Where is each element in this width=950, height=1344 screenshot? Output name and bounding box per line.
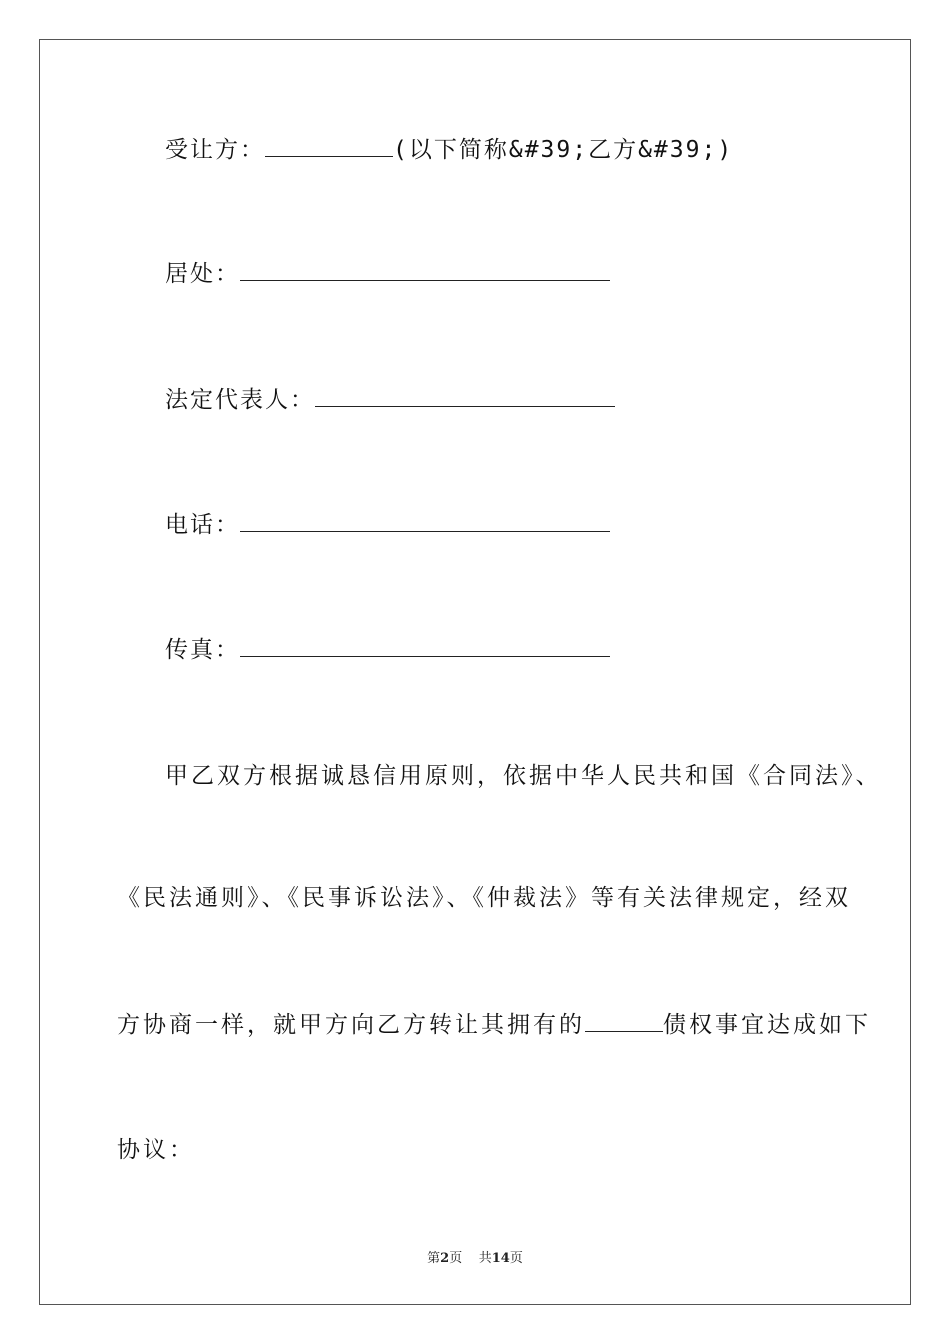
footer-page-prefix: 第 <box>427 1251 441 1266</box>
legal-rep-line <box>165 385 615 415</box>
paragraph-line-3-start: 方协商一样，就甲方向乙方转让其拥有的 <box>117 1012 585 1038</box>
paragraph-line-4: 协议： <box>117 1137 195 1163</box>
assignee-line <box>165 135 733 165</box>
footer-page-suffix: 页 <box>449 1251 463 1266</box>
legal-rep-label: 法定代表人： <box>165 387 315 413</box>
fax-blank <box>240 636 610 657</box>
paragraph-line-3-end: 债权事宜达成如下 <box>663 1012 871 1038</box>
fax-line <box>165 635 610 665</box>
residence-label: 居处： <box>165 261 240 287</box>
residence-line <box>165 259 610 289</box>
legal-rep-blank <box>315 386 615 407</box>
footer-total-suffix: 页 <box>509 1251 523 1266</box>
footer-total-pages: 14 <box>491 1251 510 1266</box>
paragraph-line-2: 《民法通则》、《民事诉讼法》、《仲裁法》等有关法律规定，经双 <box>117 885 851 911</box>
page-border <box>39 39 911 1305</box>
footer-page-number: 2 <box>440 1251 450 1266</box>
assignee-label: 受让方： <box>165 137 265 163</box>
paragraph-line-1: 甲乙双方根据诚恳信用原则，依据中华人民共和国《合同法》、 <box>165 763 882 789</box>
phone-blank <box>240 511 610 532</box>
residence-blank <box>240 260 610 281</box>
fax-label: 传真： <box>165 637 240 663</box>
footer-total-prefix: 共 <box>478 1251 492 1266</box>
page-footer <box>0 1247 950 1266</box>
phone-line <box>165 510 610 540</box>
debt-blank <box>585 1011 663 1032</box>
paragraph-line-3 <box>117 1010 871 1040</box>
assignee-blank <box>265 136 393 157</box>
phone-label: 电话： <box>165 512 240 538</box>
assignee-suffix: (以下简称&#39;乙方&#39;) <box>393 137 734 163</box>
